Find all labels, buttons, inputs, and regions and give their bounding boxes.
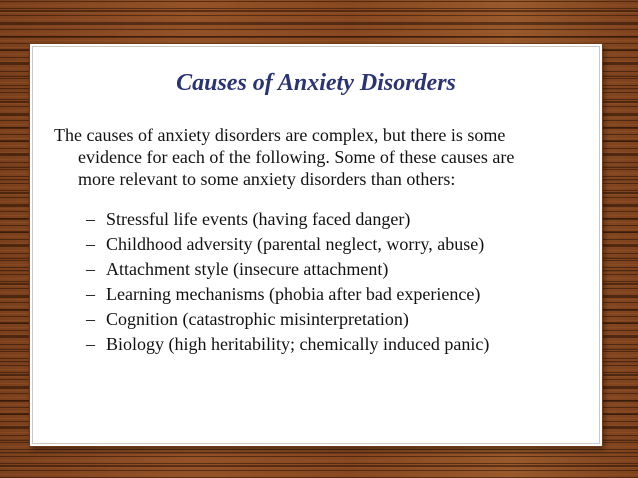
list-item-text: Biology (high heritability; chemically induced panic) bbox=[106, 334, 490, 354]
dash-marker: – bbox=[86, 234, 95, 254]
list-item-text: Attachment style (insecure attachment) bbox=[106, 259, 389, 279]
list-item bbox=[86, 332, 586, 357]
dash-marker: – bbox=[86, 309, 95, 329]
list-item-text: Childhood adversity (parental neglect, worry, abuse) bbox=[106, 234, 485, 254]
dash-marker: – bbox=[86, 284, 95, 304]
causes-list bbox=[86, 207, 586, 357]
list-item bbox=[86, 207, 586, 232]
list-item-text: Stressful life events (having faced danger) bbox=[106, 209, 411, 229]
list-item bbox=[86, 257, 586, 282]
list-item bbox=[86, 307, 586, 332]
dash-marker: – bbox=[86, 334, 95, 354]
list-item bbox=[86, 282, 586, 307]
list-item bbox=[86, 232, 586, 257]
slide-title: Causes of Anxiety Disorders bbox=[176, 70, 456, 96]
dash-marker: – bbox=[86, 259, 95, 279]
intro-line: evidence for each of the following. Some of these causes are bbox=[78, 147, 515, 167]
slide bbox=[30, 44, 602, 446]
intro-line: more relevant to some anxiety disorders than others: bbox=[78, 169, 456, 189]
dash-marker: – bbox=[86, 209, 95, 229]
intro-paragraph bbox=[54, 124, 602, 190]
list-item-text: Cognition (catastrophic misinterpretation) bbox=[106, 309, 409, 329]
list-item-text: Learning mechanisms (phobia after bad experience) bbox=[106, 284, 481, 304]
intro-line: The causes of anxiety disorders are complex, but there is some bbox=[54, 125, 506, 145]
